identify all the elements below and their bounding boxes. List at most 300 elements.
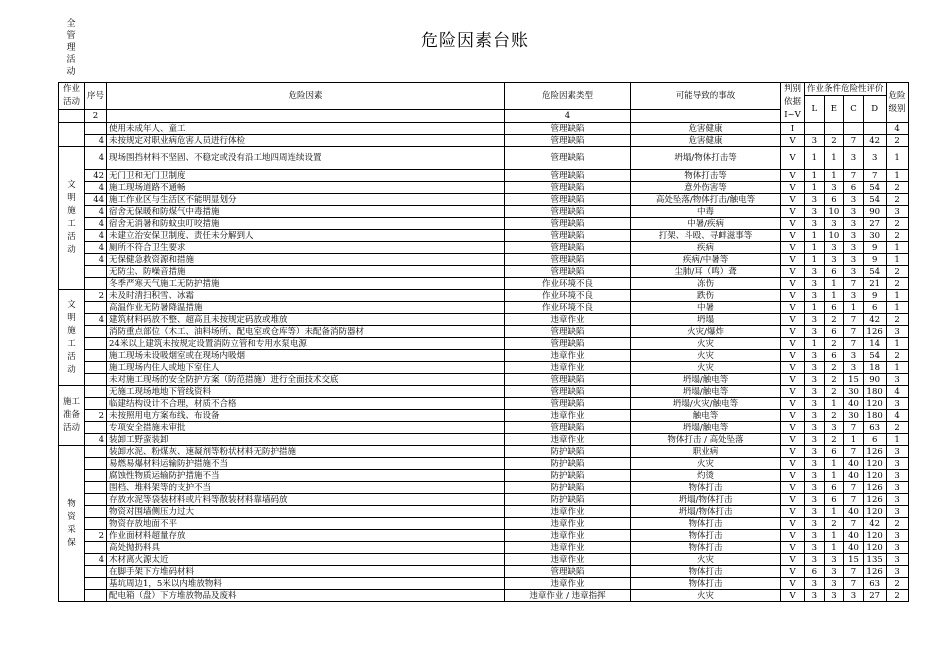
cell-type: 管理缺陷	[505, 170, 631, 182]
cell-seq	[85, 566, 107, 578]
cell-basis: V	[781, 266, 805, 278]
cell-level: 4	[886, 123, 908, 135]
cell-l: 3	[805, 494, 825, 506]
cell-accident: 物体打击	[631, 542, 781, 554]
cell-type: 违章作业	[505, 434, 631, 446]
cell-seq: 4	[85, 218, 107, 230]
cell-c: 40	[844, 530, 864, 542]
cell-accident: 危害健康	[631, 135, 781, 147]
cell-basis: V	[781, 446, 805, 458]
cell-level: 3	[886, 566, 908, 578]
cell-basis: V	[781, 326, 805, 338]
cell-e: 2	[824, 410, 844, 422]
cell-accident: 物体打击等	[631, 170, 781, 182]
cell-c: 3	[844, 266, 864, 278]
cell-e: 3	[824, 254, 844, 266]
cell-e: 1	[824, 542, 844, 554]
cell-accident: 火灾	[631, 590, 781, 602]
cell-seq	[85, 482, 107, 494]
cell-accident: 尘肺/耳（鸣）聋	[631, 266, 781, 278]
cell-c: 7	[844, 482, 864, 494]
cell-c: 3	[844, 290, 864, 302]
cell-hazard: 无保健急救资源和措施	[107, 254, 505, 266]
cell-basis: V	[781, 278, 805, 290]
cell-c: 40	[844, 506, 864, 518]
cell-hazard: 施工作业区与生活区不能明显划分	[107, 194, 505, 206]
cell-hazard: 专项安全措施未审批	[107, 422, 505, 434]
cell-l: 3	[805, 518, 825, 530]
cell-seq	[85, 458, 107, 470]
cell-accident: 物体打击	[631, 482, 781, 494]
cell-l: 3	[805, 278, 825, 290]
table-row	[59, 290, 909, 302]
cell-basis: V	[781, 518, 805, 530]
cell-seq	[85, 278, 107, 290]
cell-d: 21	[863, 278, 886, 290]
cell-d: 126	[863, 494, 886, 506]
cell-l	[805, 123, 825, 135]
cell-d: 14	[863, 338, 886, 350]
cell-l: 3	[805, 446, 825, 458]
table-row	[59, 458, 909, 470]
cell-c: 6	[844, 182, 864, 194]
cell-level: 4	[886, 386, 908, 398]
cell-l: 1	[805, 254, 825, 266]
cell-e: 10	[824, 230, 844, 242]
cell-hazard: 装卸水泥、粉煤灰、速凝剂等粉状材料无防护措施	[107, 446, 505, 458]
table-row	[59, 326, 909, 338]
cell-l: 3	[805, 530, 825, 542]
cell-seq	[85, 338, 107, 350]
cell-seq	[85, 326, 107, 338]
cell-level: 2	[886, 590, 908, 602]
table-row	[59, 123, 909, 135]
cell-level: 1	[886, 170, 908, 182]
cell-accident: 坍塌/物体打击	[631, 494, 781, 506]
cell-accident: 物体打击	[631, 578, 781, 590]
cell-type: 管理缺陷	[505, 123, 631, 135]
cell-d: 120	[863, 542, 886, 554]
cell-type: 防护缺陷	[505, 470, 631, 482]
cell-hazard: 木材离火源太近	[107, 554, 505, 566]
cell-seq	[85, 494, 107, 506]
cell-seq	[85, 362, 107, 374]
cell-hazard: 未建立治安保卫制度、责任未分解到人	[107, 230, 505, 242]
cell-l: 3	[805, 422, 825, 434]
table-body	[59, 123, 909, 602]
cell-l: 3	[805, 374, 825, 386]
table-row	[59, 147, 909, 170]
cell-l: 3	[805, 135, 825, 147]
cell-level: 3	[886, 326, 908, 338]
header-accident: 可能导致的事故	[631, 83, 781, 110]
cell-accident: 中暑	[631, 302, 781, 314]
cell-c: 15	[844, 374, 864, 386]
cell-l: 3	[805, 290, 825, 302]
cell-l: 1	[805, 230, 825, 242]
cell-d: 6	[863, 434, 886, 446]
header-activity: 作业 活动	[59, 83, 85, 110]
cell-hazard: 存放水泥等袋装材料或片料等散装材料靠墙码放	[107, 494, 505, 506]
header-row	[59, 83, 909, 96]
cell-d: 126	[863, 446, 886, 458]
cell-e: 3	[824, 182, 844, 194]
cell-c: 7	[844, 326, 864, 338]
cell-accident: 跌伤	[631, 290, 781, 302]
cell-level: 2	[886, 194, 908, 206]
header-index-activity	[59, 110, 85, 123]
cell-type: 管理缺陷	[505, 218, 631, 230]
cell-seq	[85, 266, 107, 278]
cell-c: 3	[844, 194, 864, 206]
cell-hazard: 作业面材料超量存放	[107, 530, 505, 542]
cell-level: 2	[886, 230, 908, 242]
cell-basis: V	[781, 135, 805, 147]
cell-accident: 打架、斗殴、寻衅滋事等	[631, 230, 781, 242]
cell-seq	[85, 506, 107, 518]
hazard-table	[58, 82, 909, 602]
cell-d: 120	[863, 530, 886, 542]
cell-l: 3	[805, 458, 825, 470]
cell-c: 40	[844, 470, 864, 482]
cell-c: 30	[844, 410, 864, 422]
cell-c: 7	[844, 135, 864, 147]
cell-l: 3	[805, 362, 825, 374]
cell-d: 27	[863, 218, 886, 230]
cell-basis: V	[781, 314, 805, 326]
cell-d: 126	[863, 482, 886, 494]
cell-e: 2	[824, 374, 844, 386]
cell-type: 管理缺陷	[505, 398, 631, 410]
cell-d: 63	[863, 578, 886, 590]
cell-seq: 4	[85, 314, 107, 326]
cell-accident: 冻伤	[631, 278, 781, 290]
table-row	[59, 242, 909, 254]
header-index-type: 4	[505, 110, 631, 123]
cell-e: 3	[824, 578, 844, 590]
cell-basis: V	[781, 147, 805, 170]
cell-type: 违章作业	[505, 410, 631, 422]
cell-seq: 4	[85, 434, 107, 446]
cell-basis: V	[781, 206, 805, 218]
cell-d: 126	[863, 326, 886, 338]
table-row	[59, 206, 909, 218]
table-row	[59, 566, 909, 578]
table-row	[59, 254, 909, 266]
cell-l: 3	[805, 194, 825, 206]
cell-hazard: 无门卫和无门卫制度	[107, 170, 505, 182]
cell-level: 1	[886, 434, 908, 446]
cell-seq	[85, 422, 107, 434]
cell-seq	[85, 350, 107, 362]
cell-level: 3	[886, 374, 908, 386]
activity-cell	[59, 123, 85, 147]
side-label: 全 管 理 活 动	[66, 19, 76, 77]
table-row	[59, 266, 909, 278]
cell-l: 3	[805, 386, 825, 398]
cell-e: 2	[824, 434, 844, 446]
cell-d: 54	[863, 266, 886, 278]
cell-level: 3	[886, 530, 908, 542]
cell-seq	[85, 590, 107, 602]
table-row	[59, 314, 909, 326]
cell-level: 1	[886, 147, 908, 170]
cell-type: 管理缺陷	[505, 326, 631, 338]
cell-level: 3	[886, 554, 908, 566]
cell-d: 90	[863, 206, 886, 218]
header-index-seq: 2	[85, 110, 107, 123]
cell-d: 54	[863, 194, 886, 206]
cell-hazard: 腐蚀性物质运输防护措施不当	[107, 470, 505, 482]
cell-basis: V	[781, 362, 805, 374]
cell-seq: 4	[85, 182, 107, 194]
cell-basis: V	[781, 422, 805, 434]
cell-e: 2	[824, 518, 844, 530]
cell-e: 1	[824, 470, 844, 482]
cell-hazard: 宿舍无保暖和防煤气中毒措施	[107, 206, 505, 218]
cell-hazard: 未按规定对职业病危害人员进行体检	[107, 135, 505, 147]
cell-e: 3	[824, 590, 844, 602]
cell-accident: 火灾/爆炸	[631, 326, 781, 338]
cell-d: 120	[863, 506, 886, 518]
cell-level: 3	[886, 494, 908, 506]
cell-type: 作业环境不良	[505, 290, 631, 302]
cell-l: 3	[805, 506, 825, 518]
cell-e: 1	[824, 278, 844, 290]
cell-accident: 坍塌/触电等	[631, 386, 781, 398]
cell-type: 管理缺陷	[505, 254, 631, 266]
header-E: E	[824, 96, 844, 123]
cell-d: 120	[863, 458, 886, 470]
cell-seq	[85, 302, 107, 314]
cell-d: 90	[863, 374, 886, 386]
cell-e: 3	[824, 422, 844, 434]
cell-c: 1	[844, 434, 864, 446]
cell-level: 2	[886, 350, 908, 362]
cell-l: 3	[805, 554, 825, 566]
cell-seq	[85, 578, 107, 590]
cell-hazard: 使用未成年人、童工	[107, 123, 505, 135]
cell-d: 7	[863, 170, 886, 182]
cell-basis: V	[781, 302, 805, 314]
table-row	[59, 386, 909, 398]
table-row	[59, 218, 909, 230]
cell-hazard: 消防重点部位（木工、油料场所、配电室或仓库等）未配备消防器材	[107, 326, 505, 338]
cell-c: 7	[844, 338, 864, 350]
cell-basis: V	[781, 542, 805, 554]
cell-seq	[85, 374, 107, 386]
cell-basis: V	[781, 506, 805, 518]
header-D: D	[863, 96, 886, 123]
cell-l: 3	[805, 542, 825, 554]
cell-type: 防护缺陷	[505, 446, 631, 458]
cell-basis: I	[781, 123, 805, 135]
cell-accident: 物体打击	[631, 518, 781, 530]
activity-cell: 文 明 施 工 活 动	[59, 147, 85, 290]
cell-type: 防护缺陷	[505, 458, 631, 470]
cell-l: 3	[805, 590, 825, 602]
activity-cell: 物 资 采 保	[59, 446, 85, 602]
cell-l: 3	[805, 350, 825, 362]
cell-e: 1	[824, 458, 844, 470]
cell-accident: 坍塌/触电等	[631, 374, 781, 386]
cell-level: 2	[886, 314, 908, 326]
cell-c: 3	[844, 218, 864, 230]
cell-hazard: 易燃易爆材料运输防护措施不当	[107, 458, 505, 470]
cell-type: 管理缺陷	[505, 338, 631, 350]
cell-hazard: 配电箱（盘）下方堆放物品及废料	[107, 590, 505, 602]
cell-basis: V	[781, 242, 805, 254]
cell-type: 管理缺陷	[505, 374, 631, 386]
cell-hazard: 建筑材料码放不整、超高且未按规定码放或堆放	[107, 314, 505, 326]
cell-accident: 坍塌/物体打击等	[631, 147, 781, 170]
cell-level: 3	[886, 458, 908, 470]
cell-hazard: 宿舍无消暑和防蚊虫叮咬措施	[107, 218, 505, 230]
cell-c: 40	[844, 458, 864, 470]
table-row	[59, 350, 909, 362]
cell-accident: 触电等	[631, 410, 781, 422]
table-row	[59, 494, 909, 506]
cell-accident: 物体打击 / 高处坠落	[631, 434, 781, 446]
cell-basis: V	[781, 254, 805, 266]
cell-d: 42	[863, 314, 886, 326]
cell-seq: 44	[85, 194, 107, 206]
cell-type: 违章作业	[505, 506, 631, 518]
cell-c: 40	[844, 542, 864, 554]
activity-cell: 施工 准备 活动	[59, 386, 85, 446]
cell-type: 管理缺陷	[505, 566, 631, 578]
cell-l: 3	[805, 266, 825, 278]
table-row	[59, 278, 909, 290]
cell-d: 120	[863, 470, 886, 482]
cell-basis: V	[781, 398, 805, 410]
cell-seq: 4	[85, 254, 107, 266]
cell-accident: 物体打击	[631, 566, 781, 578]
cell-seq: 2	[85, 410, 107, 422]
cell-accident: 中毒	[631, 206, 781, 218]
cell-l: 3	[805, 470, 825, 482]
cell-c: 1	[844, 302, 864, 314]
cell-accident: 职业病	[631, 446, 781, 458]
cell-e: 1	[824, 398, 844, 410]
cell-hazard: 装卸工野蛮装卸	[107, 434, 505, 446]
cell-l: 1	[805, 338, 825, 350]
page-title: 危险因素台账	[421, 31, 529, 51]
cell-c: 3	[844, 254, 864, 266]
cell-hazard: 未对施工现场的安全防护方案（防范措施）进行全面技术交底	[107, 374, 505, 386]
cell-basis: V	[781, 338, 805, 350]
cell-d: 42	[863, 135, 886, 147]
cell-accident: 坍塌/触电等	[631, 422, 781, 434]
cell-level: 4	[886, 410, 908, 422]
cell-accident: 疾病/中暑等	[631, 254, 781, 266]
cell-hazard: 围档、堆料架等的支护不当	[107, 482, 505, 494]
cell-e	[824, 123, 844, 135]
cell-e: 3	[824, 218, 844, 230]
table-row	[59, 302, 909, 314]
table-row	[59, 506, 909, 518]
cell-c: 30	[844, 386, 864, 398]
cell-hazard: 高温作业无防暑降温措施	[107, 302, 505, 314]
cell-l: 1	[805, 242, 825, 254]
cell-hazard: 未按照用电方案布线、布设备	[107, 410, 505, 422]
cell-hazard: 临建结构设计不合理，材质不合格	[107, 398, 505, 410]
cell-hazard: 在脚手架下方堆码材料	[107, 566, 505, 578]
cell-level: 2	[886, 182, 908, 194]
cell-e: 6	[824, 446, 844, 458]
cell-type: 管理缺陷	[505, 386, 631, 398]
cell-basis: V	[781, 218, 805, 230]
cell-type: 违章作业	[505, 578, 631, 590]
cell-e: 2	[824, 314, 844, 326]
cell-basis: V	[781, 554, 805, 566]
cell-e: 6	[824, 302, 844, 314]
cell-seq: 42	[85, 170, 107, 182]
cell-seq: 4	[85, 206, 107, 218]
header-eval: 作业条件危险性评价	[805, 83, 887, 96]
cell-type: 管理缺陷	[505, 266, 631, 278]
cell-e: 3	[824, 566, 844, 578]
table-row	[59, 470, 909, 482]
cell-basis: V	[781, 566, 805, 578]
cell-seq: 4	[85, 147, 107, 170]
table-row	[59, 554, 909, 566]
cell-hazard: 物资对围墙侧压力过大	[107, 506, 505, 518]
cell-d: 120	[863, 398, 886, 410]
cell-d: 180	[863, 386, 886, 398]
table-row	[59, 194, 909, 206]
cell-basis: V	[781, 458, 805, 470]
cell-level: 2	[886, 278, 908, 290]
cell-seq: 2	[85, 290, 107, 302]
cell-l: 1	[805, 170, 825, 182]
cell-c: 7	[844, 446, 864, 458]
cell-type: 管理缺陷	[505, 206, 631, 218]
cell-basis: V	[781, 386, 805, 398]
cell-level: 3	[886, 470, 908, 482]
cell-l: 3	[805, 482, 825, 494]
cell-e: 1	[824, 170, 844, 182]
cell-seq: 4	[85, 135, 107, 147]
table-row	[59, 338, 909, 350]
header-seq: 序号	[85, 83, 107, 110]
cell-type: 防护缺陷	[505, 494, 631, 506]
cell-level: 3	[886, 542, 908, 554]
cell-c: 3	[844, 350, 864, 362]
cell-basis: V	[781, 470, 805, 482]
table-row	[59, 170, 909, 182]
cell-seq: 4	[85, 554, 107, 566]
cell-c: 7	[844, 314, 864, 326]
cell-e: 2	[824, 362, 844, 374]
cell-seq	[85, 386, 107, 398]
cell-level: 2	[886, 266, 908, 278]
cell-seq: 4	[85, 242, 107, 254]
cell-type: 作业环境不良	[505, 278, 631, 290]
cell-e: 1	[824, 530, 844, 542]
header-index-hazard	[107, 110, 505, 123]
cell-d: 6	[863, 302, 886, 314]
cell-accident: 坍塌	[631, 314, 781, 326]
cell-d: 126	[863, 566, 886, 578]
table-row	[59, 434, 909, 446]
cell-level: 1	[886, 242, 908, 254]
cell-accident: 物体打击	[631, 530, 781, 542]
activity-cell: 文 明 施 工 活 动	[59, 290, 85, 386]
cell-basis: V	[781, 590, 805, 602]
header-L: L	[805, 96, 825, 123]
cell-basis: V	[781, 290, 805, 302]
